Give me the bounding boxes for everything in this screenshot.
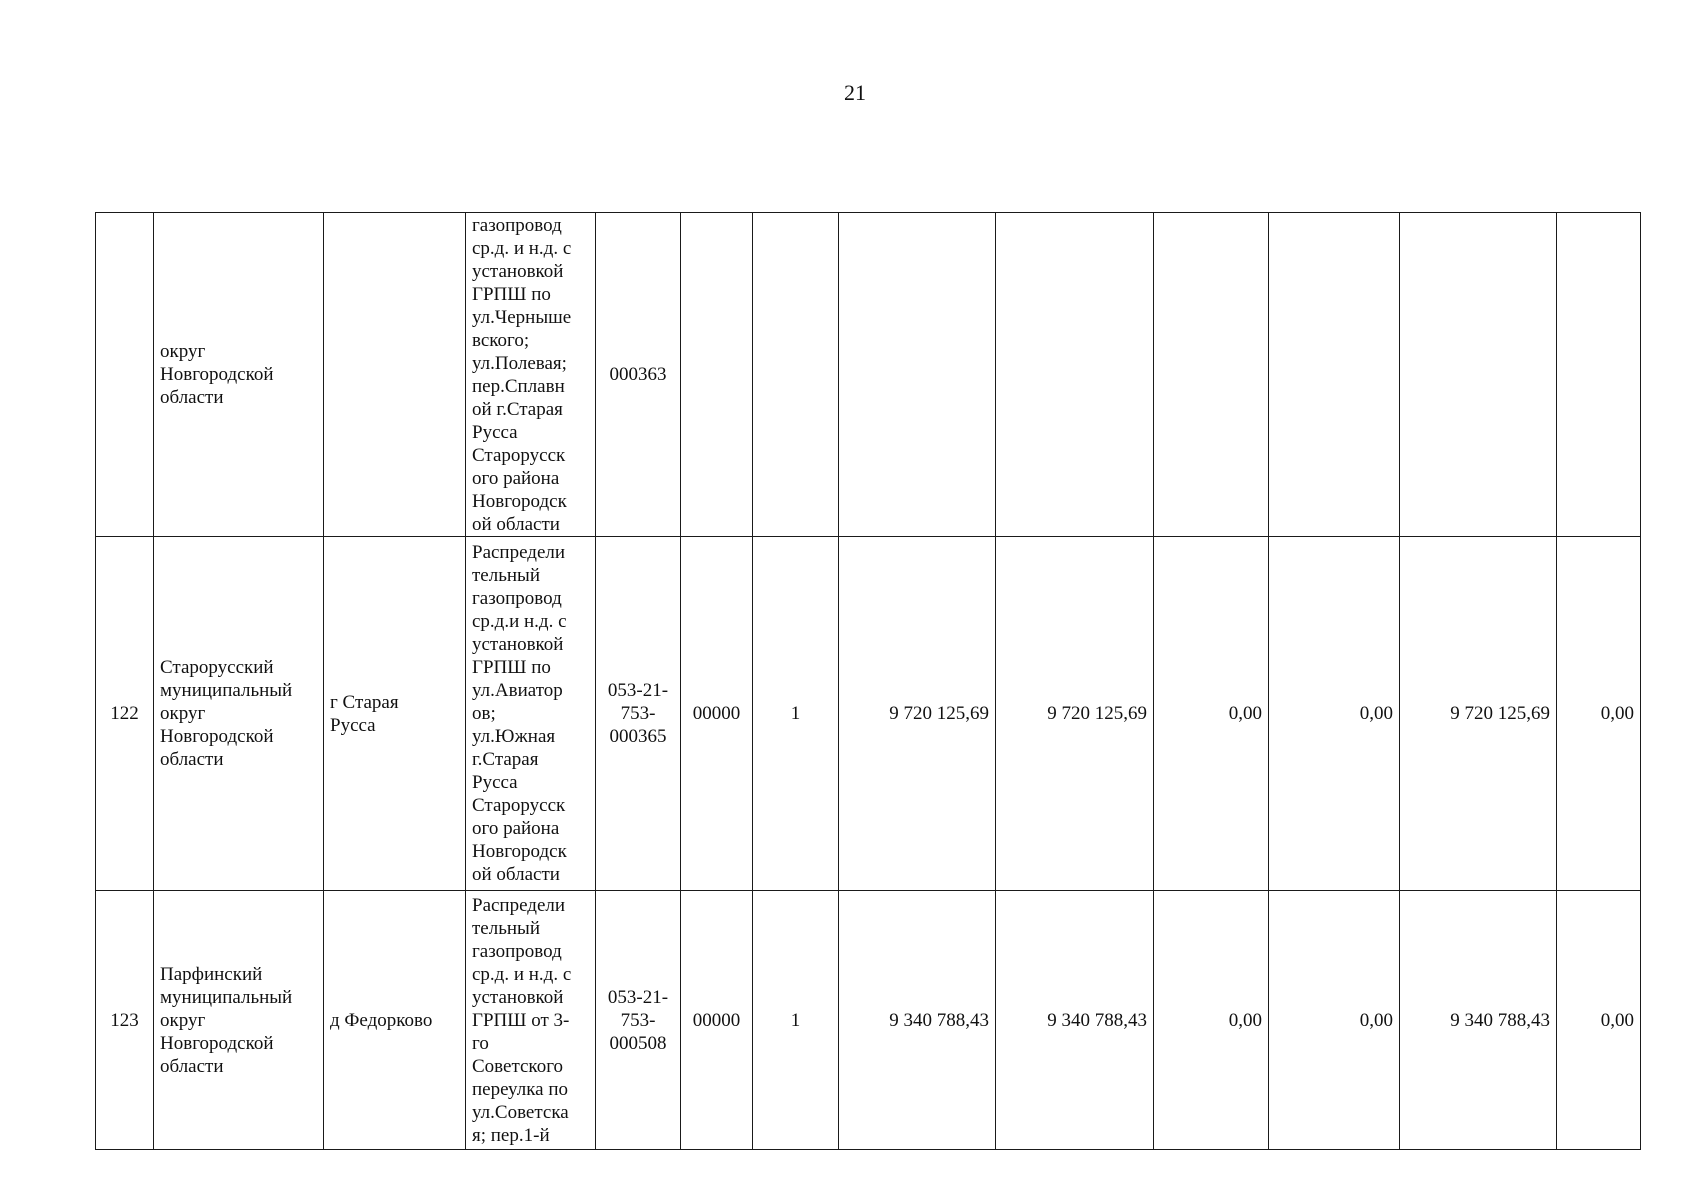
table-row: [96, 537, 1641, 891]
column-12-cell: 9 340 788,43: [1400, 891, 1557, 1150]
column-11-cell: 0,00: [1269, 891, 1400, 1150]
row-number-cell: 122: [96, 537, 154, 891]
column-12-cell: 9 720 125,69: [1400, 537, 1557, 891]
column-11-cell: 0,00: [1269, 537, 1400, 891]
table-row: [96, 891, 1641, 1150]
column-9-cell: 9 720 125,69: [996, 537, 1154, 891]
column-6-cell: 00000: [681, 891, 753, 1150]
column-13-cell: 0,00: [1557, 537, 1641, 891]
row-number-cell: 123: [96, 891, 154, 1150]
column-7-cell: 1: [753, 537, 839, 891]
column-9-cell: [996, 213, 1154, 537]
column-9-cell: 9 340 788,43: [996, 891, 1154, 1150]
object-description-cell: газопровод ср.д. и н.д. с установкой ГРПШ по ул.Чернышe вского; ул.Полевая; пер.Сплавн ой г.Старая Русса Старорусск ого района Новгородск ой области: [466, 213, 596, 537]
page-number: 21: [844, 80, 866, 105]
column-10-cell: [1154, 213, 1269, 537]
column-10-cell: 0,00: [1154, 891, 1269, 1150]
settlement-cell: г Старая Русса: [324, 537, 466, 891]
column-10-cell: 0,00: [1154, 537, 1269, 891]
settlement-cell: [324, 213, 466, 537]
column-6-cell: [681, 213, 753, 537]
municipality-cell: Старорусский муниципальный округ Новгородской области: [154, 537, 324, 891]
column-13-cell: 0,00: [1557, 891, 1641, 1150]
column-12-cell: [1400, 213, 1557, 537]
column-8-cell: 9 340 788,43: [839, 891, 996, 1150]
settlement-cell: д Федорково: [324, 891, 466, 1150]
column-7-cell: 1: [753, 891, 839, 1150]
column-7-cell: [753, 213, 839, 537]
object-code-cell: 053-21- 753- 000365: [596, 537, 681, 891]
object-description-cell: Распредели тельный газопровод ср.д.и н.д. с установкой ГРПШ по ул.Авиатор ов; ул.Южная г.Старая Русса Старорусск ого района Новгородск ой области: [466, 537, 596, 891]
object-code-cell: 000363: [596, 213, 681, 537]
object-code-cell: 053-21- 753- 000508: [596, 891, 681, 1150]
table-row: [96, 213, 1641, 537]
column-13-cell: [1557, 213, 1641, 537]
column-11-cell: [1269, 213, 1400, 537]
column-8-cell: [839, 213, 996, 537]
object-description-cell: Распредели тельный газопровод ср.д. и н.д. с установкой ГРПШ от 3- го Советского переулка по ул.Советска я; пер.1-й: [466, 891, 596, 1150]
column-8-cell: 9 720 125,69: [839, 537, 996, 891]
data-table: [95, 212, 1641, 1150]
column-6-cell: 00000: [681, 537, 753, 891]
municipality-cell: округ Новгородской области: [154, 213, 324, 537]
row-number-cell: [96, 213, 154, 537]
municipality-cell: Парфинский муниципальный округ Новгородской области: [154, 891, 324, 1150]
